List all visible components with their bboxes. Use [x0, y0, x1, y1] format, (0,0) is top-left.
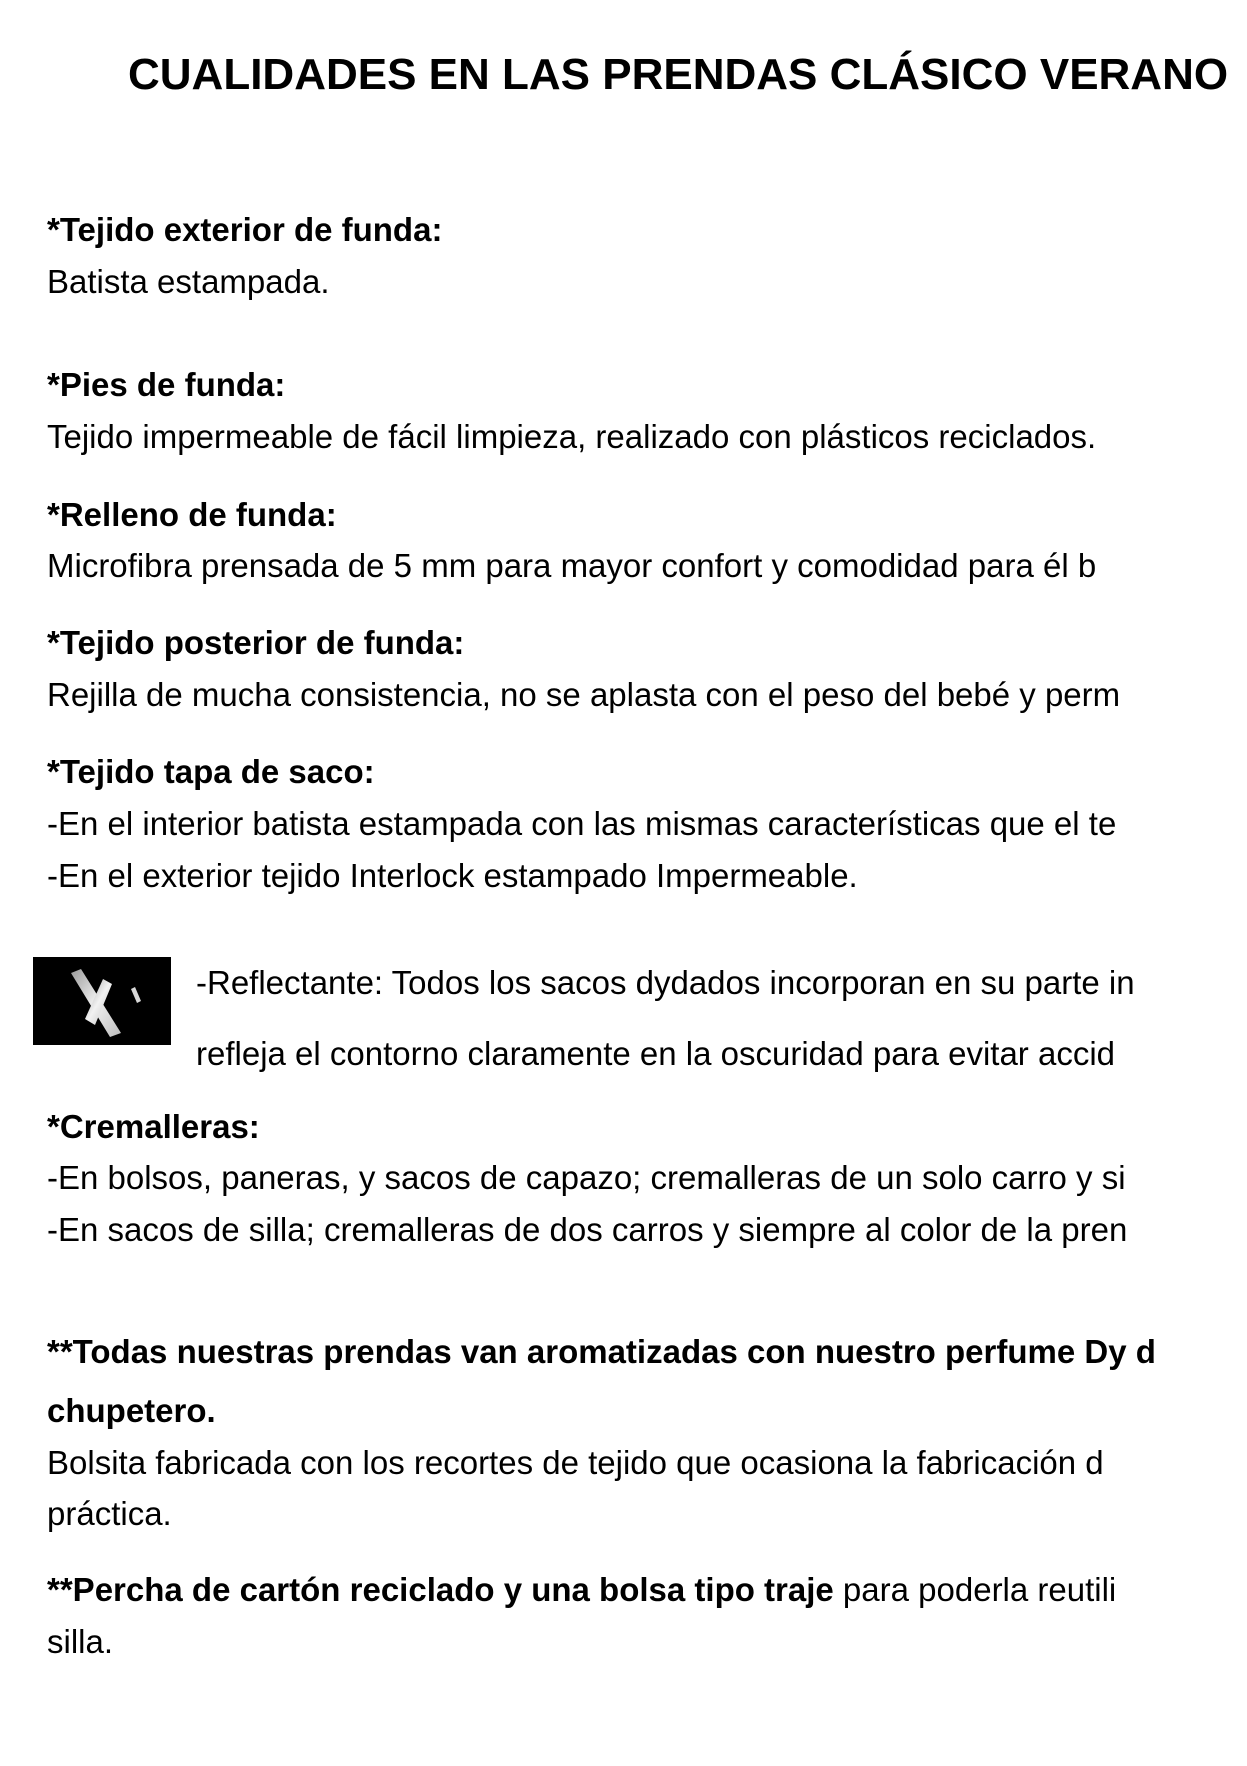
heading-tejido-posterior: *Tejido posterior de funda: — [47, 624, 465, 661]
heading-tejido-exterior: *Tejido exterior de funda: — [47, 211, 443, 248]
heading-pies: *Pies de funda: — [47, 366, 286, 403]
heading-aroma-1: **Todas nuestras prendas van aromatizadas con nuestro perfume Dy d — [47, 1333, 1156, 1370]
text-cremalleras-2: -En sacos de silla; cremalleras de dos carros y siempre al color de la pren — [47, 1211, 1128, 1248]
heading-relleno: *Relleno de funda: — [47, 496, 337, 533]
text-tapa-exterior: -En el exterior tejido Interlock estampado Impermeable. — [47, 857, 858, 894]
text-percha-bold: **Percha de cartón reciclado y una bolsa tipo traje — [47, 1571, 834, 1608]
reflective-tape-icon — [33, 957, 171, 1045]
text-percha-rest: para poderla reutili — [833, 1571, 1117, 1608]
text-percha-1 — [47, 1570, 1116, 1610]
text-reflectante-1: -Reflectante: Todos los sacos dydados incorporan en su parte in — [196, 964, 1135, 1001]
text-relleno: Microfibra prensada de 5 mm para mayor confort y comodidad para él b — [47, 547, 1097, 584]
heading-cremalleras: *Cremalleras: — [47, 1108, 260, 1145]
heading-tapa: *Tejido tapa de saco: — [47, 753, 375, 790]
text-tejido-exterior: Batista estampada. — [47, 263, 330, 300]
text-tejido-posterior: Rejilla de mucha consistencia, no se aplasta con el peso del bebé y perm — [47, 676, 1121, 713]
text-percha-2: silla. — [47, 1623, 114, 1660]
text-reflectante-2: refleja el contorno claramente en la oscuridad para evitar accid — [196, 1035, 1116, 1072]
heading-aroma-2: chupetero. — [47, 1392, 216, 1429]
text-tapa-interior: -En el interior batista estampada con las mismas características que el te — [47, 805, 1117, 842]
page-title: CUALIDADES EN LAS PRENDAS CLÁSICO VERANO — [128, 50, 1229, 99]
text-aroma-2: práctica. — [47, 1495, 172, 1532]
text-pies: Tejido impermeable de fácil limpieza, realizado con plásticos reciclados. — [47, 418, 1097, 455]
text-aroma-1: Bolsita fabricada con los recortes de tejido que ocasiona la fabricación d — [47, 1444, 1104, 1481]
text-cremalleras-1: -En bolsos, paneras, y sacos de capazo; cremalleras de un solo carro y si — [47, 1159, 1126, 1196]
